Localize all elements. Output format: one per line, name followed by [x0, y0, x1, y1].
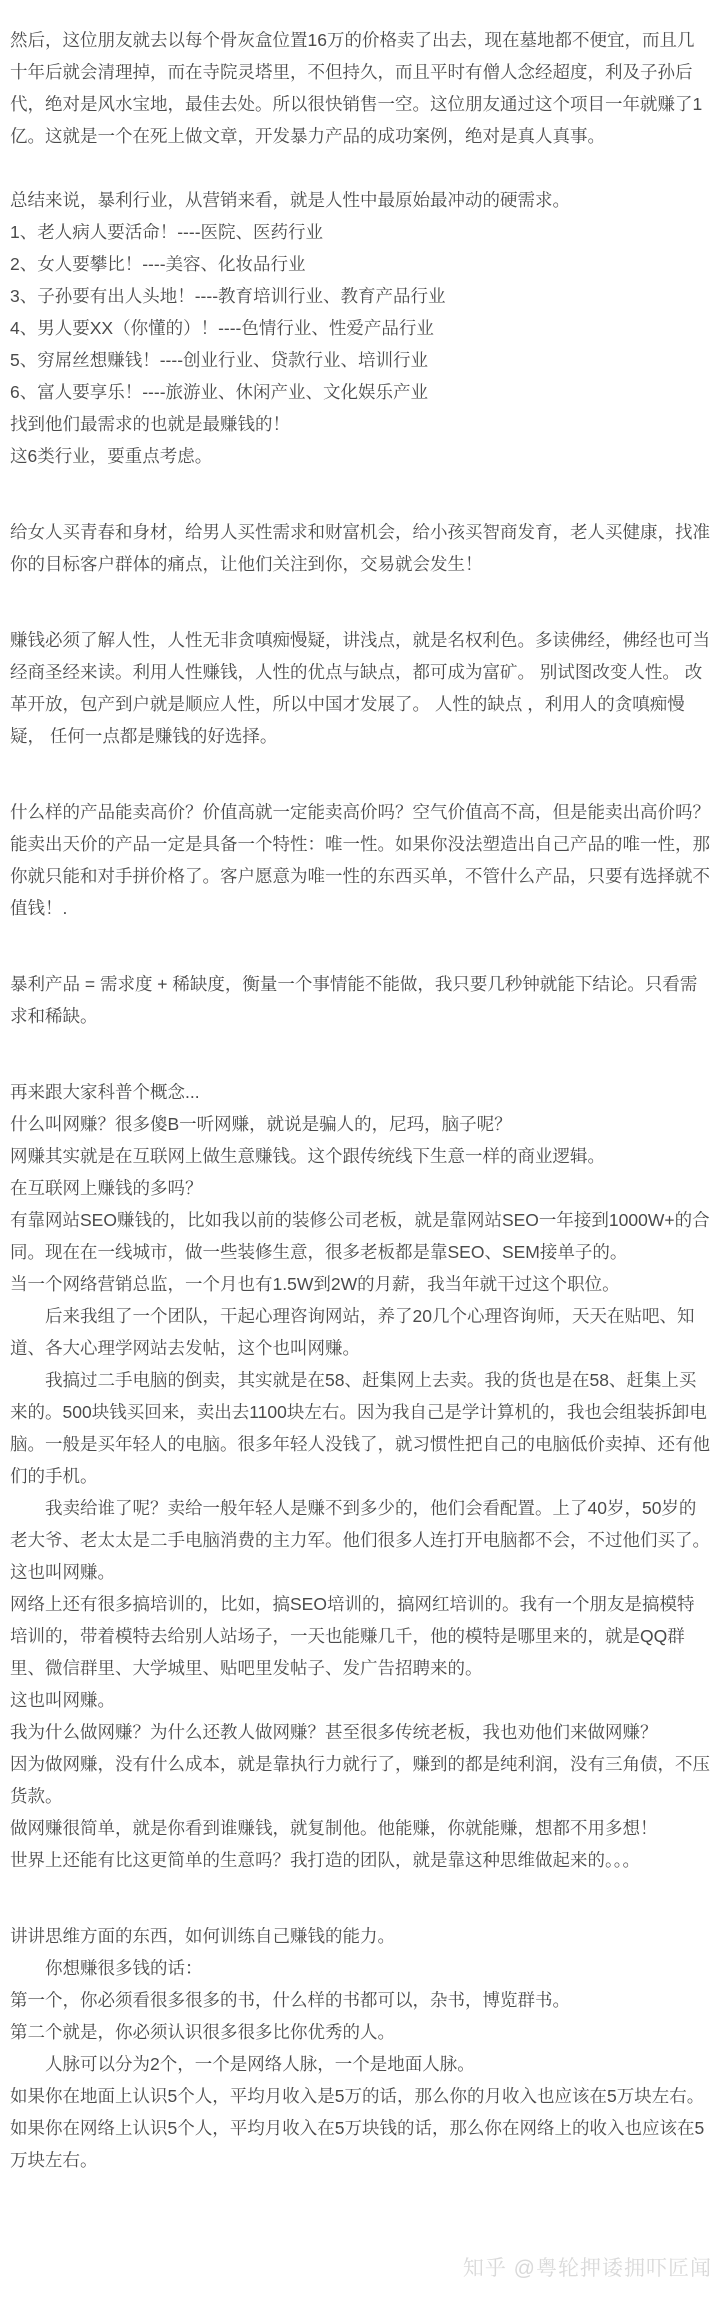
paragraph: 总结来说，暴利行业，从营销来看，就是人性中最原始最冲动的硬需求。: [10, 190, 570, 210]
paragraph: 6、富人要享乐！----旅游业、休闲产业、文化娱乐产业: [10, 382, 429, 402]
paragraph: 讲讲思维方面的东西，如何训练自己赚钱的能力。: [10, 1926, 395, 1946]
paragraph: 有靠网站SEO赚钱的，比如我以前的装修公司老板，就是靠网站SEO一年接到1000W+的合同。现在在一线城市，做一些装修生意，很多老板都是靠SEO、SEM接单子的。: [10, 1210, 710, 1262]
zhihu-watermark: 知乎 @粤轮押诿拥吓匠闻: [462, 2257, 712, 2280]
paragraph: 第二个就是，你必须认识很多很多比你优秀的人。: [10, 2022, 395, 2042]
paragraph: 人脉可以分为2个，一个是网络人脉，一个是地面人脉。: [45, 2054, 475, 2074]
paragraph: 什么样的产品能卖高价？价值高就一定能卖高价吗？空气价值高不高，但是能卖出高价吗？能卖出天价的产品一定是具备一个特性：唯一性。如果你没法塑造出自己产品的唯一性，那你就只能和对手拼价格了。客户愿意为唯一性的东西买单，不管什么产品，只要有选择就不值钱！.: [10, 802, 710, 918]
paragraph: 第一个，你必须看很多很多的书，什么样的书都可以，杂书，博览群书。: [10, 1990, 570, 2010]
paragraph: 4、男人要XX（你懂的）！----色情行业、性爱产品行业: [10, 318, 434, 338]
paragraph: 我卖给谁了呢？卖给一般年轻人是赚不到多少的，他们会看配置。上了40岁，50岁的老大爷、老太太是二手电脑消费的主力军。他们很多人连打开电脑都不会，不过他们买了。: [10, 1498, 710, 1550]
paragraph: 我搞过二手电脑的倒卖，其实就是在58、赶集网上去卖。我的货也是在58、赶集上买来的。500块钱买回来，卖出去1100块左右。因为我自己是学计算机的，我也会组装拆卸电脑。一般是买年轻人的电脑。很多年轻人没钱了，就习惯性把自己的电脑低价卖掉、还有他们的手机。: [10, 1370, 710, 1486]
paragraph: 这也叫网赚。: [10, 1562, 115, 1582]
paragraph: 后来我组了一个团队，干起心理咨询网站，养了20几个心理咨询师，天天在贴吧、知道、各大心理学网站去发帖，这个也叫网赚。: [10, 1306, 695, 1358]
paragraph: 5、穷屌丝想赚钱！----创业行业、贷款行业、培训行业: [10, 350, 429, 370]
paragraph: 1、老人病人要活命！----医院、医药行业: [10, 222, 324, 242]
paragraph: 网赚其实就是在互联网上做生意赚钱。这个跟传统线下生意一样的商业逻辑。: [10, 1146, 605, 1166]
paragraph: 什么叫网赚？很多傻B一听网赚，就说是骗人的，尼玛，脑子呢？: [10, 1114, 512, 1134]
paragraph: 赚钱必须了解人性，人性无非贪嗔痴慢疑，讲浅点，就是名权利色。多读佛经，佛经也可当经商圣经来读。利用人性赚钱，人性的优点与缺点，都可成为富矿。 别试图改变人性。 改革开放，包产到户就是顺应人性，所以中国才发展了。 人性的缺点 ，利用人的贪嗔痴慢疑， 任何一点都是赚钱的好选择。: [10, 630, 710, 746]
paragraph: 如果你在网络上认识5个人，平均月收入在5万块钱的话，那么你在网络上的收入也应该在5万块左右。: [10, 2118, 705, 2170]
paragraph: 这也叫网赚。: [10, 1690, 115, 1710]
paragraph: 网络上还有很多搞培训的，比如，搞SEO培训的，搞网红培训的。我有一个朋友是搞模特培训的，带着模特去给别人站场子，一天也能赚几千，他的模特是哪里来的，就是QQ群里、微信群里、大学城里、贴吧里发帖子、发广告招聘来的。: [10, 1594, 695, 1678]
paragraph: 世界上还能有比这更简单的生意吗？我打造的团队，就是靠这种思维做起来的。。。: [10, 1850, 640, 1870]
paragraph: 暴利产品 = 需求度 + 稀缺度，衡量一个事情能不能做，我只要几秒钟就能下结论。只看需求和稀缺。: [10, 974, 698, 1026]
paragraph: 当一个网络营销总监，一个月也有1.5W到2W的月薪，我当年就干过这个职位。: [10, 1274, 620, 1294]
paragraph: 在互联网上赚钱的多吗？: [10, 1178, 203, 1198]
paragraph: 再来跟大家科普个概念...: [10, 1082, 200, 1102]
paragraph: 我为什么做网赚？为什么还教人做网赚？甚至很多传统老板，我也劝他们来做网赚？: [10, 1722, 658, 1742]
paragraph: 2、女人要攀比！----美容、化妆品行业: [10, 254, 306, 274]
paragraph: 你想赚很多钱的话：: [45, 1958, 203, 1978]
paragraph: 3、子孙要有出人头地！----教育培训行业、教育产品行业: [10, 286, 446, 306]
paragraph: 做网赚很简单，就是你看到谁赚钱，就复制他。他能赚，你就能赚，想都不用多想！: [10, 1818, 658, 1838]
paragraph: 找到他们最需求的也就是最赚钱的！: [10, 414, 290, 434]
paragraph: 这6类行业，要重点考虑。: [10, 446, 213, 466]
paragraph-list: [10, 24, 710, 2176]
paragraph: 如果你在地面上认识5个人，平均月收入是5万的话，那么你的月收入也应该在5万块左右。: [10, 2086, 705, 2106]
paragraph: 然后，这位朋友就去以每个骨灰盒位置16万的价格卖了出去，现在墓地都不便宜，而且几十年后就会清理掉，而在寺院灵塔里，不但持久，而且平时有僧人念经超度，利及子孙后代，绝对是风水宝地，最佳去处。所以很快销售一空。这位朋友通过这个项目一年就赚了1亿。这就是一个在死上做文章，开发暴力产品的成功案例，绝对是真人真事。: [10, 30, 703, 146]
paragraph: 给女人买青春和身材，给男人买性需求和财富机会，给小孩买智商发育，老人买健康，找准你的目标客户群体的痛点，让他们关注到你，交易就会发生！: [10, 522, 710, 574]
paragraph: 因为做网赚，没有什么成本，就是靠执行力就行了，赚到的都是纯利润，没有三角债，不压货款。: [10, 1754, 710, 1806]
